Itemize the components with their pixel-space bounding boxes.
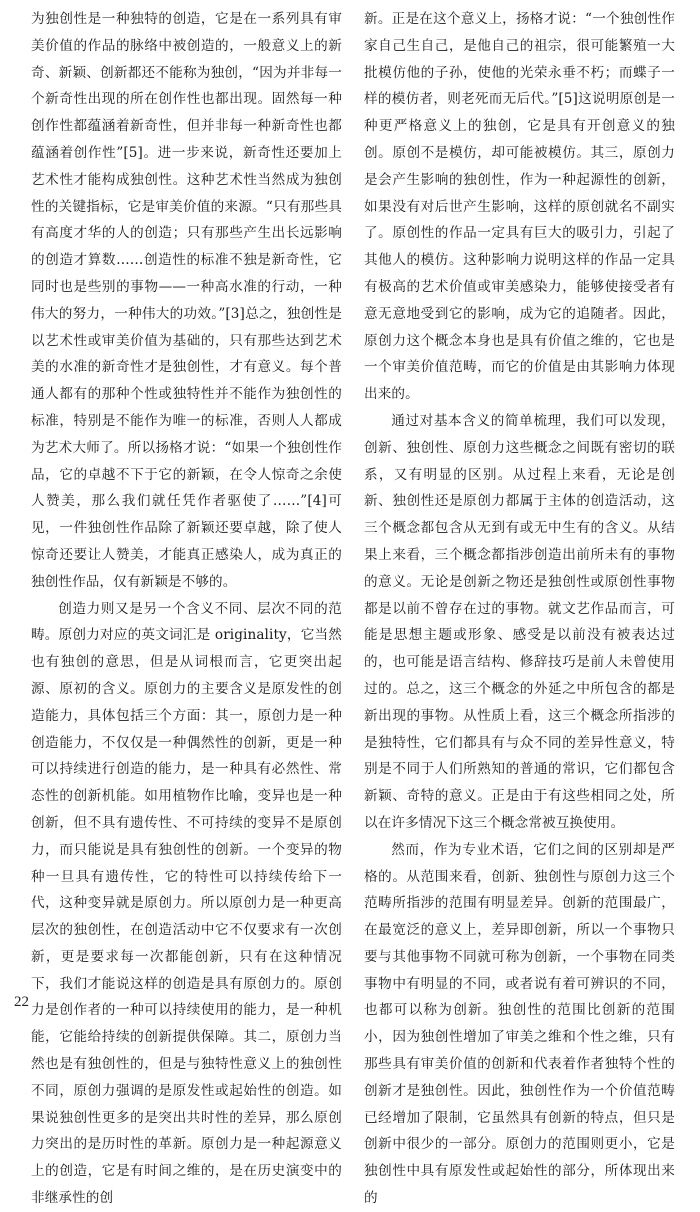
paragraph: 新。正是在这个意义上，扬格才说：“一个独创性作家自己生自己，是他自己的祖宗，很可能繁殖一大批模仿他的子孙，使他的光荣永垂不朽；而蝶子一样的模仿者，则老死而无后代。”[5]这说明原创是一种更严格意义上的独创，它是具有开创意义的独创。原创不是模仿，却可能被模仿。其三，原创力是会产生影响的独创性，作为一种起源性的创新，如果没有对后世产生影响，这样的原创就名不副实了。原创性的作品一定具有巨大的吸引力，引起了其他人的模仿。这种影响力说明这样的作品一定具有极高的艺术价值或审美感染力，能够使接受者有意无意地受到它的影响，成为它的追随者。因此，原创力这个概念本身也是具有价值之维的，它也是一个审美价值范畴，而它的价值是由其影响力体现出来的。 bbox=[364, 11, 675, 403]
paragraph: 创造力则又是另一个含义不同、层次不同的范畴。原创力对应的英文词汇是 originality，它当然也有独创的意思，但是从词根而言，它更突出起源、原初的含义。原创力的主要含义是原发性的创造能力，具体包括三个方面：其一，原创力是一种创造能力，不仅仅是一种偶然性的创新，更是一种可以持续进行创造的能力，是一种具有必然性、常态性的创新机能。如用植物作比喻，变异也是一种创新，但不具有遗传性、不可持续的变异不是原创力，而只能说是具有独创性的创新。一个变异的物种一旦具有遗传性，它的特性可以持续传给下一代，这种变异就是原创力。所以原创力是一种更高层次的独创性，在创造活动中它不仅要求有一次创新，更是要求每一次都能创新，只有在这种情况下，我们才能说这样的创造是具有原创力的。原创力是创作者的一种可以持续使用的能力，是一种机能，它能给持续的创新提供保障。其二，原创力当然也是有独创性的，但是与独特性意义上的独创性不同，原创力强调的是原发性或起始性的创造。如果说独创性更多的是突出共时性的差异，那么原创力突出的是历时性的革新。原创力是一种起源意义上的创造，它是有时间之维的，是在历史演变中的非继承性的创 bbox=[31, 600, 342, 1207]
right-column bbox=[364, 6, 675, 1207]
paragraph: 通过对基本含义的简单梳理，我们可以发现，创新、独创性、原创力这些概念之间既有密切的联系，又有明显的区别。从过程上来看，无论是创新、独创性还是原创力都属于主体的创造活动，这三个概念都包含从无到有或无中生有的含义。从结果上来看，三个概念都指涉创造出前所未有的事物的意义。无论是创新之物还是独创性或原创性事物都是以前不曾存在过的事物。就文艺作品而言，可能是思想主题或形象、感受是以前没有被表达过的，也可能是语言结构、修辞技巧是前人未曾使用过的。总之，这三个概念的外延之中所包含的都是新出现的事物。从性质上看，这三个概念所指涉的是独特性，它们都具有与众不同的差异性意义，特别是不同于人们所熟知的普通的常识，它们都包含新颖、奇特的意义。正是由于有这些相同之处，所以在许多情况下这三个概念常被互换使用。 bbox=[364, 412, 675, 831]
paragraph: 然而，作为专业术语，它们之间的区别却是严格的。从范围来看，创新、独创性与原创力这三个范畴所指涉的范围有明显差异。创新的范围最广，在最宽泛的意义上，差异即创新，所以一个事物只要与其他事物不同就可称为创新，一个事物在同类事物中有明显的不同，或者说有着可辨识的不同，也都可以称为创新。独创性的范围比创新的范围小，因为独创性增加了审美之维和个性之维，只有那些具有审美价值的创新和代表着作者独特个性的创新才是独创性。因此，独创性作为一个价值范畴已经增加了限制，它虽然具有创新的特点，但只是创新中很少的一部分。原创力的范围则更小，它是独创性中具有原发性或起始性的部分，所体现出来的 bbox=[364, 841, 675, 1207]
paragraph: 为独创性是一种独特的创造，它是在一系列具有审美价值的作品的脉络中被创造的，一般意义上的新奇、新颖、创新都还不能称为独创，“因为并非每一个新奇性出现的所在创作性也都出现。固然每一种创作性都蕴涵着新奇性，但并非每一种新奇性也都蕴涵着创作性”[5]。进一步来说，新奇性还要加上艺术性才能构成独创性。这种艺术性当然成为独创性的关键指标，它是审美价值的来源。“只有那些具有高度才华的人的创造；只有那些产生出长远影响的创造才算数……创造性的标准不独是新奇性，它同时也是些别的事物——一种高水准的行动，一种伟大的努力，一种伟大的功效。”[3]总之，独创性是以艺术性或审美价值为基础的，只有那些达到艺术美的水准的新奇性才是独创性，才有意义。每个普通人都有的那种个性或独特性并不能作为独创性的标准，特别是不能作为唯一的标准，否则人人都成为艺术大师了。所以扬格才说：“如果一个独创性作品，它的卓越不下于它的新颖，在令人惊奇之余使人赞美，那么我们就任凭作者驱使了……”[4]可见，一件独创性作品除了新颖还要卓越，除了使人惊奇还要让人赞美，才能真正感染人，成为真正的独创性作品，仅有新颖是不够的。 bbox=[31, 11, 342, 590]
page-number: 22 bbox=[14, 994, 29, 1010]
left-column bbox=[31, 6, 342, 1207]
